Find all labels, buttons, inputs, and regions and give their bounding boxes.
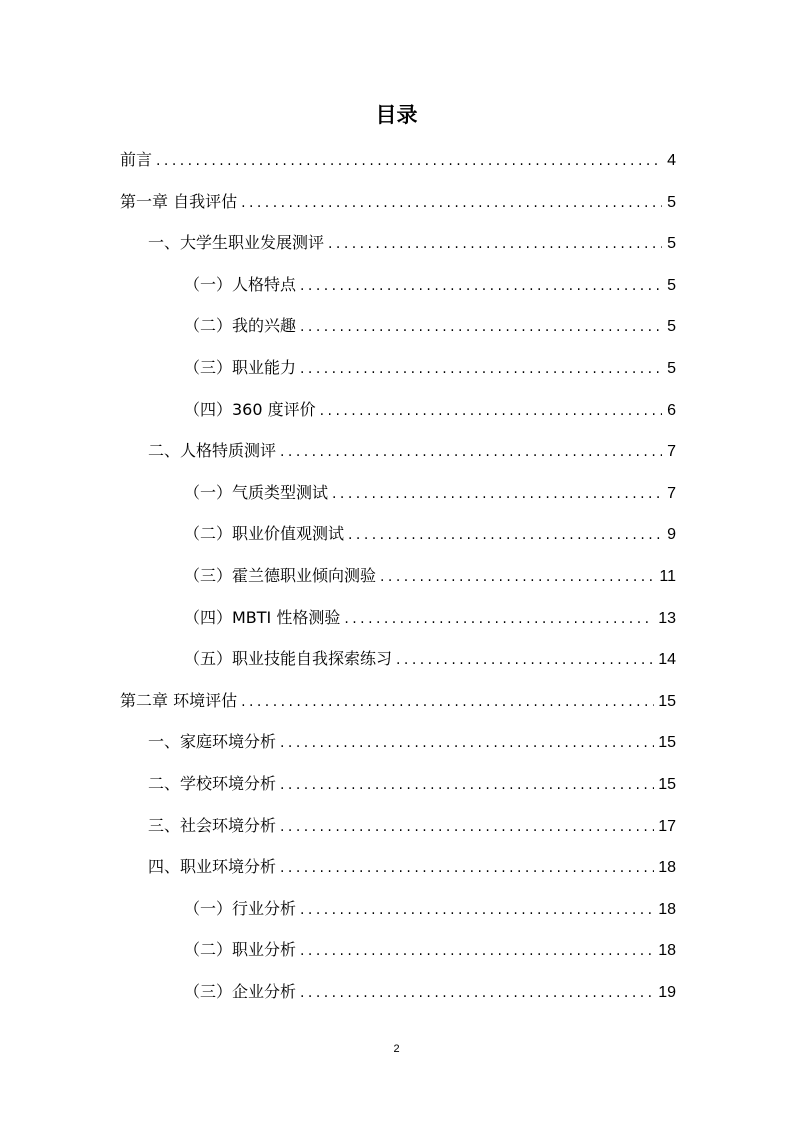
toc-entry-page: 17	[658, 817, 676, 835]
toc-entry-page: 7	[667, 443, 676, 461]
toc-leader-dots	[241, 682, 654, 724]
toc-leader-dots	[320, 391, 662, 433]
toc-entry-label: （二）职业价值观测试	[184, 524, 345, 544]
toc-entry-label: 三、社会环境分析	[148, 815, 277, 835]
toc-leader-dots	[300, 307, 662, 349]
toc-entry-label: （一）气质类型测试	[184, 482, 329, 502]
toc-entry-label: （二）我的兴趣	[184, 316, 297, 336]
toc-entry[interactable]	[120, 888, 676, 930]
toc-leader-dots	[332, 474, 662, 516]
toc-entry[interactable]	[120, 222, 676, 264]
toc-entry[interactable]	[120, 347, 676, 389]
table-of-contents	[120, 139, 676, 1012]
toc-entry[interactable]	[120, 929, 676, 971]
toc-entry[interactable]	[120, 805, 676, 847]
toc-entry-label: 四、职业环境分析	[148, 857, 277, 877]
toc-entry-label: （三）职业能力	[184, 357, 297, 377]
toc-leader-dots	[241, 183, 662, 225]
toc-entry-page: 19	[658, 983, 676, 1001]
toc-entry-label: （三）企业分析	[184, 981, 297, 1001]
page-title: 目录	[375, 103, 418, 127]
toc-entry-page: 14	[658, 651, 676, 669]
page-number: 2	[393, 1043, 400, 1055]
toc-entry-page: 15	[658, 734, 676, 752]
toc-leader-dots	[380, 557, 655, 599]
toc-entry-page: 5	[667, 193, 676, 211]
toc-entry[interactable]	[120, 430, 676, 472]
toc-entry-page: 18	[658, 942, 676, 960]
toc-entry[interactable]	[120, 264, 676, 306]
toc-leader-dots	[300, 973, 654, 1015]
toc-entry-label: （二）职业分析	[184, 940, 297, 960]
toc-entry-page: 9	[667, 526, 676, 544]
toc-entry-page: 11	[659, 567, 676, 585]
toc-entry-page: 5	[667, 276, 676, 294]
toc-entry-label: 第一章 自我评估	[120, 191, 238, 211]
toc-entry-label: 一、家庭环境分析	[148, 732, 277, 752]
toc-entry-page: 4	[667, 152, 676, 169]
toc-entry[interactable]	[120, 555, 676, 597]
toc-leader-dots	[156, 141, 662, 183]
toc-entry-label: 二、人格特质测评	[148, 441, 277, 461]
toc-entry[interactable]	[120, 638, 676, 680]
toc-leader-dots	[280, 848, 654, 890]
toc-leader-dots	[348, 515, 662, 557]
toc-entry[interactable]	[120, 971, 676, 1013]
toc-entry[interactable]	[120, 597, 676, 639]
toc-entry-page: 13	[658, 609, 676, 627]
toc-entry-page: 18	[658, 859, 676, 877]
toc-entry-page: 18	[658, 900, 676, 918]
toc-entry-page: 15	[658, 692, 676, 710]
toc-entry-page: 5	[667, 318, 676, 336]
toc-entry[interactable]	[120, 305, 676, 347]
toc-entry[interactable]	[120, 139, 676, 181]
toc-leader-dots	[396, 640, 654, 682]
toc-entry-label: 第二章 环境评估	[120, 690, 238, 710]
toc-entry-label: （四）MBTI 性格测验	[184, 607, 341, 627]
toc-entry-page: 15	[658, 775, 676, 793]
toc-entry-label: 前言	[120, 150, 153, 169]
toc-entry[interactable]	[120, 472, 676, 514]
toc-entry-label: （一）人格特点	[184, 274, 297, 294]
toc-leader-dots	[280, 723, 654, 765]
toc-entry[interactable]	[120, 846, 676, 888]
toc-leader-dots	[300, 266, 662, 308]
toc-leader-dots	[300, 349, 662, 391]
toc-entry-label: （四）360 度评价	[184, 399, 316, 419]
toc-entry-page: 7	[667, 484, 676, 502]
toc-entry-label: （一）行业分析	[184, 898, 297, 918]
toc-entry-page: 6	[667, 401, 676, 419]
toc-entry-page: 5	[667, 235, 676, 253]
toc-entry-label: （五）职业技能自我探索练习	[184, 649, 393, 669]
toc-leader-dots	[344, 599, 654, 641]
toc-entry[interactable]	[120, 513, 676, 555]
toc-leader-dots	[328, 224, 662, 266]
toc-entry[interactable]	[120, 763, 676, 805]
toc-leader-dots	[300, 890, 654, 932]
toc-leader-dots	[280, 432, 662, 474]
toc-entry[interactable]	[120, 721, 676, 763]
toc-leader-dots	[300, 931, 654, 973]
toc-leader-dots	[280, 765, 654, 807]
toc-entry-label: 二、学校环境分析	[148, 773, 277, 793]
toc-entry-page: 5	[667, 359, 676, 377]
toc-entry-label: 一、大学生职业发展测评	[148, 233, 325, 253]
toc-entry-label: （三）霍兰德职业倾向测验	[184, 565, 377, 585]
toc-entry[interactable]	[120, 389, 676, 431]
toc-entry[interactable]	[120, 181, 676, 223]
toc-entry[interactable]	[120, 680, 676, 722]
toc-leader-dots	[280, 807, 654, 849]
